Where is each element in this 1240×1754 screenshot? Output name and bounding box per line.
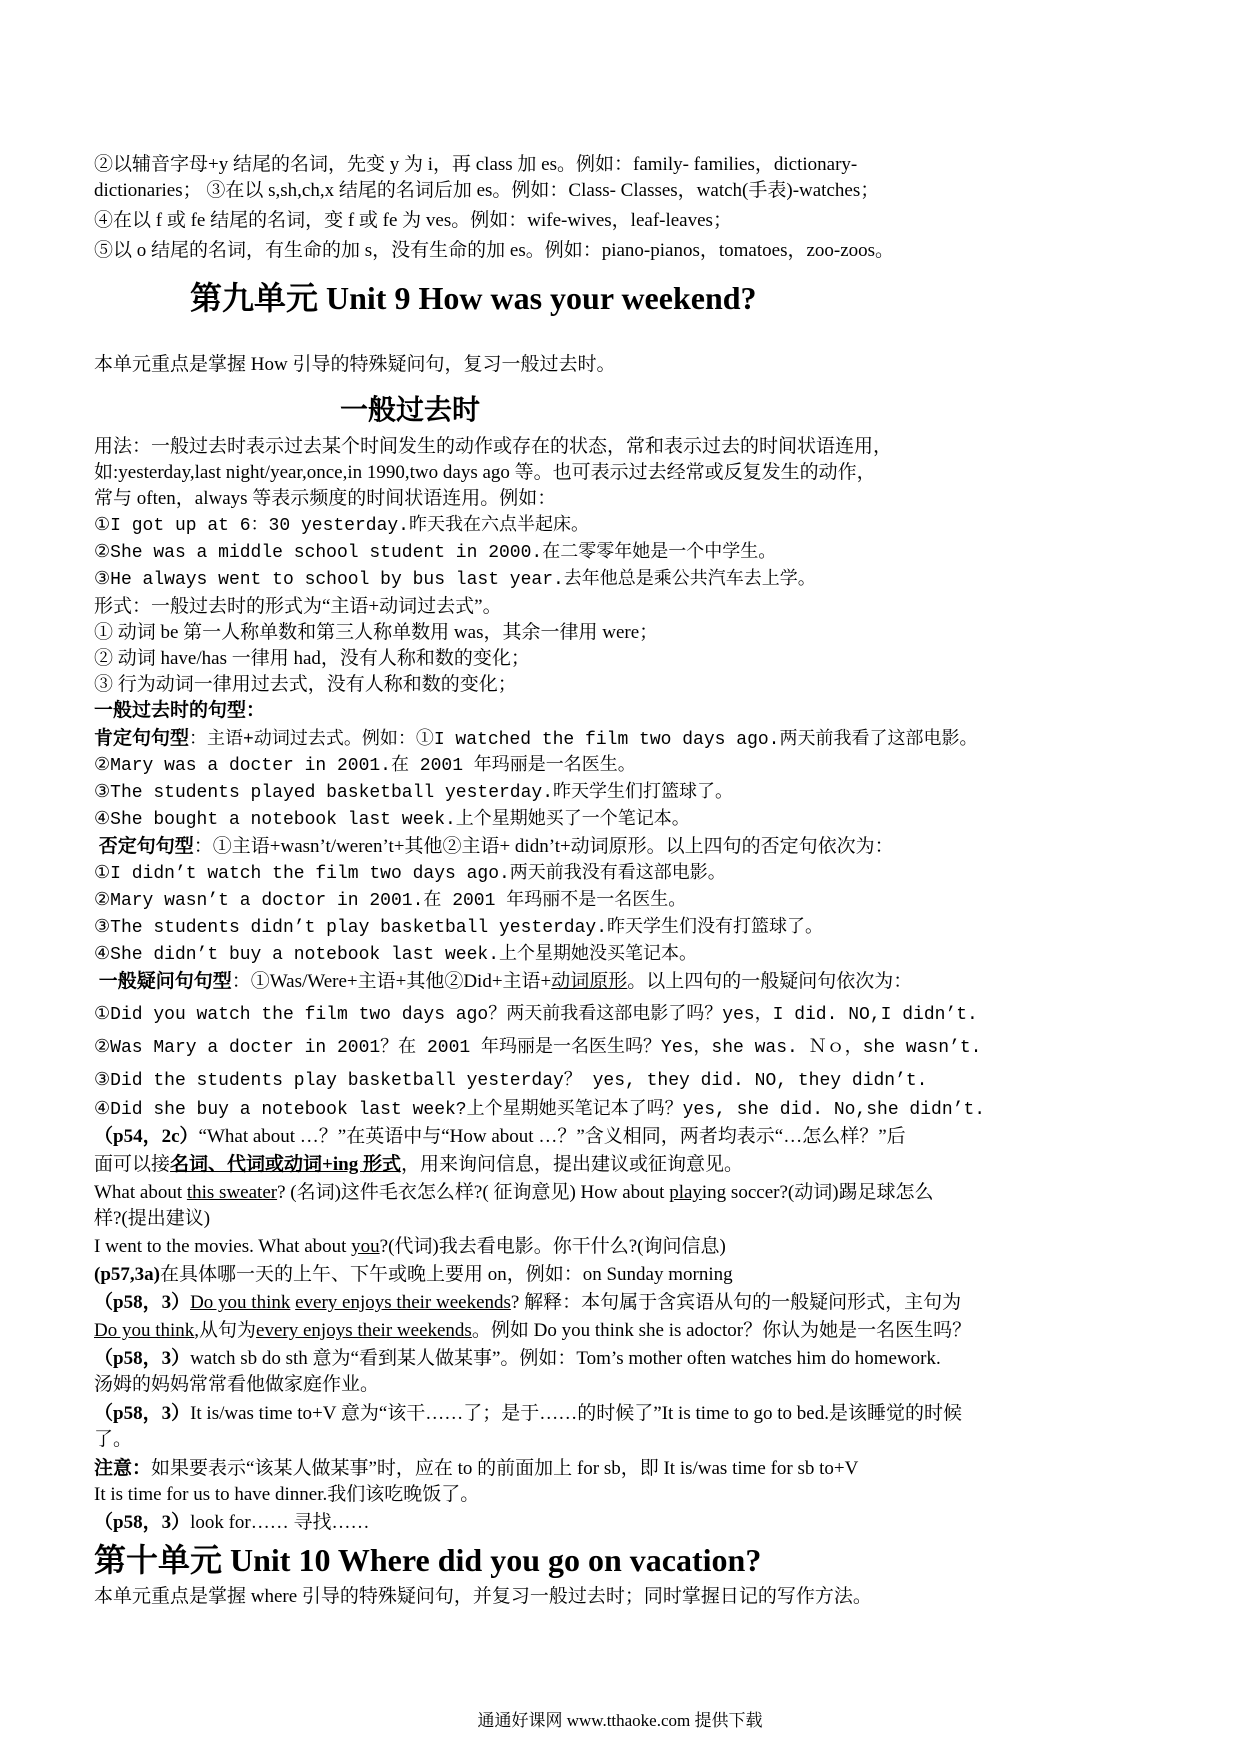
note-p58d: [94, 1510, 1080, 1536]
note-p58b-text: watch sb do sth 意为“看到某人做某事”。例如：Tom’s mother often watches him do homework.: [190, 1348, 941, 1369]
affirmative-line: [94, 726, 1080, 753]
question-example-4: ④Did she buy a notebook last week?上个星期她买笔记本了吗？yes, she did. No,she didn’t.: [94, 1100, 986, 1120]
negative-example-1: ①I didn’t watch the film two days ago.两天前我没有看这部电影。: [94, 864, 726, 884]
note-p54-post: ，用来询问信息，提出建议或征询意见。: [400, 1154, 743, 1175]
note-attention-text: 如果要表示“该某人做某事”时，应在 to 的前面加上 for sb，即 It is/was time for sb to+V: [151, 1458, 859, 1479]
note-p58c-text: It is/was time to+V 意为“该干……了；是于……的时候了”It is time to go to bed.是该睡觉的时候: [190, 1403, 962, 1424]
example-line-2: ②She was a middle school student in 2000.在二零零年她是一个中学生。: [94, 543, 777, 563]
note-p58d-text: look for…… 寻找……: [190, 1512, 370, 1533]
note-example-2: [94, 1234, 1080, 1260]
form-rule-1: ① 动词 be 第一人称单数和第三人称单数用 was，其余一律用 were；: [94, 622, 659, 643]
form-rule-2: ② 动词 have/has 一律用 had，没有人称和数的变化；: [94, 648, 530, 669]
note-p58a-l2-u1: Do you think: [94, 1320, 195, 1341]
form-title: 形式：一般过去时的形式为“主语+动词过去式”。: [94, 596, 502, 617]
note-example-1-cont: 样?(提出建议): [94, 1208, 211, 1229]
negative-example-2: ②Mary wasn’t a doctor in 2001.在 2001 年玛丽不是一名医生。: [94, 891, 687, 911]
form-rule-3: ③ 行为动词一律用过去式，没有人称和数的变化；: [94, 674, 517, 695]
note-p58d-label: （p58，3）: [94, 1512, 191, 1533]
note-p58b-line-2: 汤姆的妈妈常常看他做家庭作业。: [94, 1374, 380, 1395]
usage-line-2: 如:yesterday,last night/year,once,in 1990,two days ago 等。也可表示过去经常或反复发生的动作，: [94, 462, 876, 483]
question-example-1: ①Did you watch the film two days ago？两天前我看这部电影了吗？yes，I did. NO,I didn’t.: [94, 1005, 978, 1025]
note-p54-text: “What about …？”在英语中与“How about …？”含义相同，两者均表示“…怎么样？”后: [198, 1126, 906, 1147]
note-p54-line-2: [94, 1152, 1080, 1178]
note-p58a-l2-post: 。例如 Do you think she is adoctor？你认为她是一名医生吗？: [471, 1320, 972, 1341]
question-text-a: ：①Was/Were+主语+其他②Did+主语+: [231, 971, 552, 992]
example-line-1: ①I got up at 6：30 yesterday.昨天我在六点半起床。: [94, 516, 589, 536]
affirmative-label: 肯定句句型: [94, 728, 190, 749]
note-example-1: [94, 1180, 1080, 1206]
ex2-underlined: you: [351, 1236, 380, 1257]
affirmative-example-3: ③The students played basketball yesterday.昨天学生们打篮球了。: [94, 783, 734, 803]
unit9-title: 第九单元 Unit 9 How was your weekend?: [190, 280, 757, 316]
note-p54-line-1: [94, 1124, 1080, 1150]
unit10-intro: 本单元重点是掌握 where 引导的特殊疑问句，并复习一般过去时；同时掌握日记的写作方法。: [94, 1586, 872, 1607]
ex1-post: ing soccer?(动词)踢足球怎么: [701, 1182, 934, 1203]
affirmative-example-2: ②Mary was a docter in 2001.在 2001 年玛丽是一名医生。: [94, 756, 636, 776]
question-example-3: ③Did the students play basketball yesterday？ yes, they did. NO, they didn’t.: [94, 1071, 928, 1091]
note-p58a-l2-u2: every enjoys their weekends: [256, 1320, 472, 1341]
note-p57-text: 在具体哪一天的上午、下午或晚上要用 on，例如：on Sunday morning: [159, 1264, 733, 1285]
ex1-mid: ? (名词)这件毛衣怎么样?( 征询意见) How about: [277, 1182, 670, 1203]
note-p58c-line-2: 了。: [94, 1429, 133, 1450]
note-p57-label: (p57,3a): [94, 1264, 160, 1285]
negative-example-3: ③The students didn’t play basketball yesterday.昨天学生们没有打篮球了。: [94, 918, 824, 938]
question-text-u: 动词原形: [551, 971, 628, 992]
note-attention-line: [94, 1456, 1080, 1482]
unit10-title: 第十单元 Unit 10 Where did you go on vacation?: [94, 1542, 762, 1578]
negative-line: [94, 834, 1080, 860]
ex2-post: ?(代词)我去看电影。你干什么?(询问信息): [379, 1236, 726, 1257]
negative-text: ：①主语+wasn’t/weren’t+其他②主语+ didn’t+动词原形。以上四句的否定句依次为：: [193, 836, 894, 857]
usage-line-3: 常与 often，always 等表示频度的时间状语连用。例如：: [94, 488, 557, 509]
page-footer: 通通好课网 www.tthaoke.com 提供下载: [477, 1711, 763, 1730]
negative-label: 否定句句型: [98, 836, 194, 857]
ex1-pre: What about: [94, 1182, 187, 1203]
question-example-2: ②Was Mary a docter in 2001？在 2001 年玛丽是一名医生吗？Yes，she was. Ｎｏ，she wasn’t.: [94, 1038, 982, 1058]
past-tense-heading: 一般过去时: [340, 393, 481, 426]
note-p58a-label: （p58，3）: [94, 1292, 191, 1313]
note-p54-bold: 名词、代词或动词+ing 形式: [170, 1154, 401, 1175]
question-line: [94, 969, 1080, 995]
ex1-underlined-2: play: [669, 1182, 702, 1203]
note-p57: [94, 1262, 1080, 1288]
note-p58a-u2: every enjoys their weekends: [295, 1292, 511, 1313]
note-p58a-line-2: [94, 1318, 1080, 1344]
note-p54-label: （p54，2c）: [94, 1126, 199, 1147]
note-p58c-line-1: [94, 1401, 1080, 1427]
note-p58a-u1: Do you think: [190, 1292, 291, 1313]
unit9-intro: 本单元重点是掌握 How 引导的特殊疑问句，复习一般过去时。: [94, 354, 616, 375]
ex2-pre: I went to the movies. What about: [94, 1236, 352, 1257]
note-p58b-label: （p58，3）: [94, 1348, 191, 1369]
patterns-title: 一般过去时的句型：: [94, 700, 266, 721]
note-p58a-l2-mid: ,从句为: [194, 1320, 257, 1341]
ex1-underlined: this sweater: [186, 1182, 278, 1203]
example-line-3: ③He always went to school by bus last year.去年他总是乘公共汽车去上学。: [94, 570, 816, 590]
affirmative-example-4: ④She bought a notebook last week.上个星期她买了一个笔记本。: [94, 810, 690, 830]
note-p58b-line-1: [94, 1346, 1080, 1372]
note-p58c-label: （p58，3）: [94, 1403, 191, 1424]
note-attention-label: 注意：: [94, 1458, 152, 1479]
question-label: 一般疑问句句型: [98, 971, 232, 992]
note-p58a-post: ? 解释：本句属于含宾语从句的一般疑问形式，主句为: [510, 1292, 962, 1313]
rule-line-4: ④在以 f 或 fe 结尾的名词，变 f 或 fe 为 ves。例如：wife-wives，leaf-leaves；: [94, 210, 732, 231]
negative-example-4: ④She didn’t buy a notebook last week.上个星期她没买笔记本。: [94, 945, 697, 965]
rule-line-5: ⑤以 o 结尾的名词，有生命的加 s，没有生命的加 es。例如：piano-pianos，tomatoes，zoo-zoos。: [94, 240, 895, 261]
affirmative-text: ：主语+动词过去式。例如：①I watched the film two days ago.两天前我看了这部电影。: [189, 730, 978, 750]
rule-line-3: dictionaries； ③在以 s,sh,ch,x 结尾的名词后加 es。例如：Class- Classes，watch(手表)-watches；: [94, 180, 880, 201]
note-p54-pre: 面可以接: [94, 1154, 171, 1175]
note-p58a-line-1: [94, 1290, 1080, 1316]
question-text-b: 。以上四句的一般疑问句依次为：: [627, 971, 913, 992]
rule-line-2: ②以辅音字母+y 结尾的名词，先变 y 为 i，再 class 加 es。例如：family- families，dictionary-: [94, 154, 858, 175]
note-attention-example: It is time for us to have dinner.我们该吃晚饭了。: [94, 1484, 480, 1505]
usage-line-1: 用法：一般过去时表示过去某个时间发生的动作或存在的状态，常和表示过去的时间状语连用，: [94, 436, 893, 457]
